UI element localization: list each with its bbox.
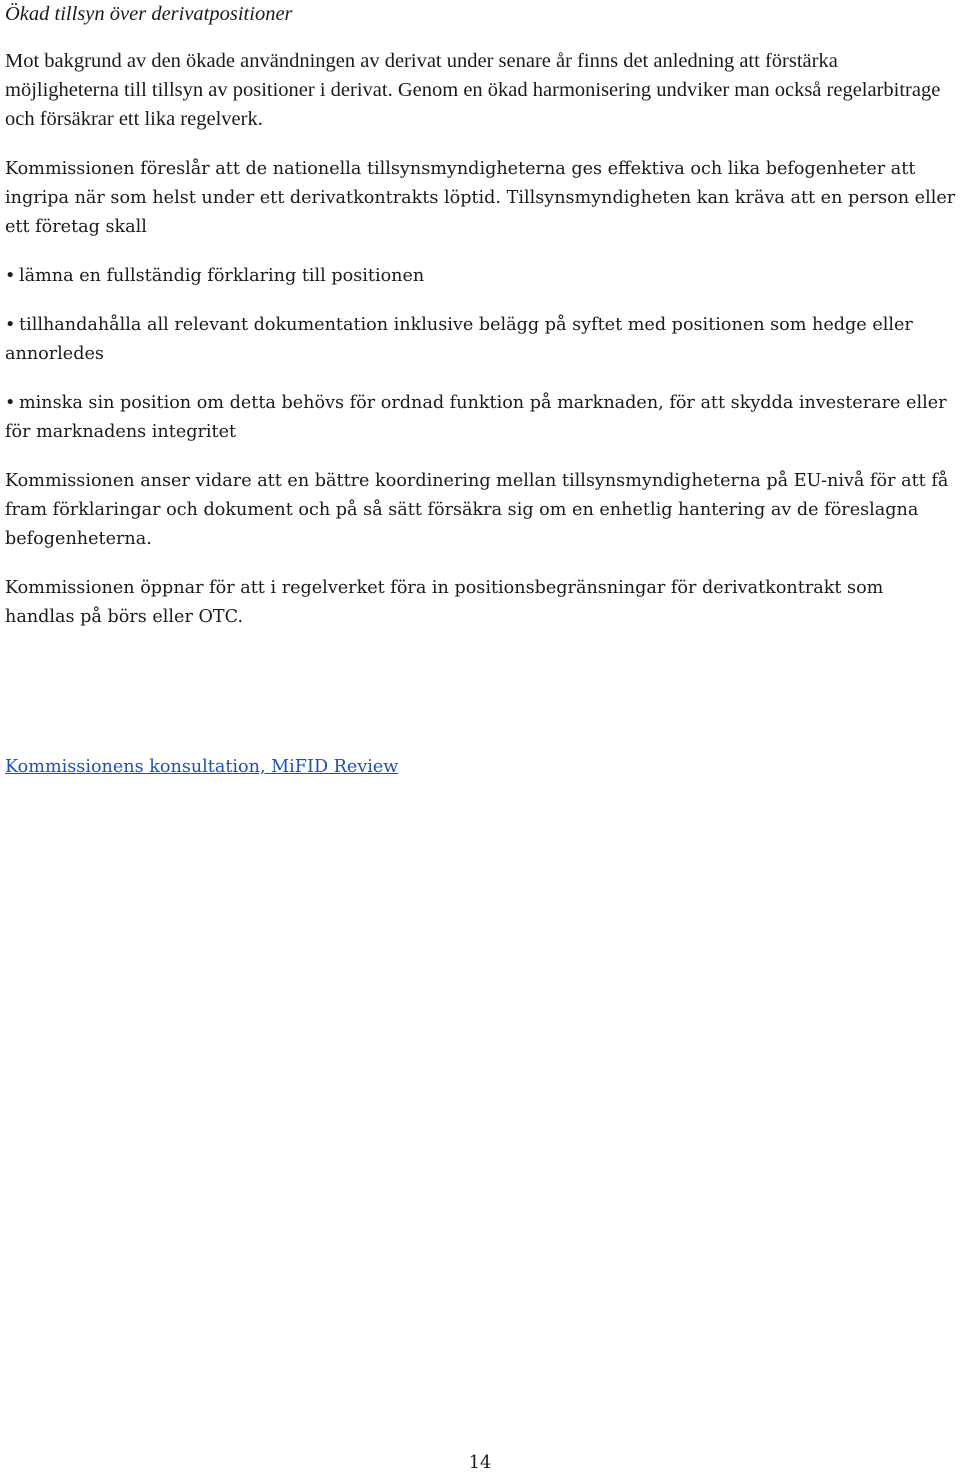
bullet-text: tillhandahålla all relevant dokumentation inklusive belägg på syftet med positionen som hedge eller annorledes [5,315,913,364]
bullet-text: minska sin position om detta behövs för ordnad funktion på marknaden, för att skydda investerare eller för marknadens integritet [5,393,947,442]
bullet-item [5,311,957,369]
bullet-marker: • [5,315,16,335]
bullet-marker: • [5,266,16,286]
paragraph-position-limits: Kommissionen öppnar för att i regelverket föra in positionsbegränsningar för derivatkontrakt som handlas på börs eller OTC. [5,578,884,627]
paragraph-powers: Kommissionen föreslår att de nationella tillsynsmyndigheterna ges effektiva och lika befogenheter att ingripa när som helst under ett derivatkontrakts löptid. Tillsynsmyndigheten kan kräva att en person eller ett företag skall [5,159,956,237]
bullet-marker: • [5,393,16,413]
intro-paragraph: Mot bakgrund av den ökade användningen av derivat under senare år finns det anledning att förstärka möjligheterna till tillsyn av positioner i derivat. Genom en ökad harmonisering undviker man också regelarbitrage och försäkrar ett lika regelverk. [5,50,941,130]
bullet-item [5,389,957,447]
bullet-item [5,262,957,291]
section-heading: Ökad tillsyn över derivatpositioner [5,3,293,25]
body-text [5,155,957,652]
bullet-text: lämna en fullständig förklaring till positionen [19,266,425,286]
page-number: 14 [468,1453,492,1473]
consultation-link[interactable]: Kommissionens konsultation, MiFID Review [5,757,399,777]
paragraph-coordination: Kommissionen anser vidare att en bättre koordinering mellan tillsynsmyndigheterna på EU-nivå för att få fram förklaringar och dokument och på så sätt försäkra sig om en enhetlig hantering av de föreslagna befogenheterna. [5,471,949,549]
